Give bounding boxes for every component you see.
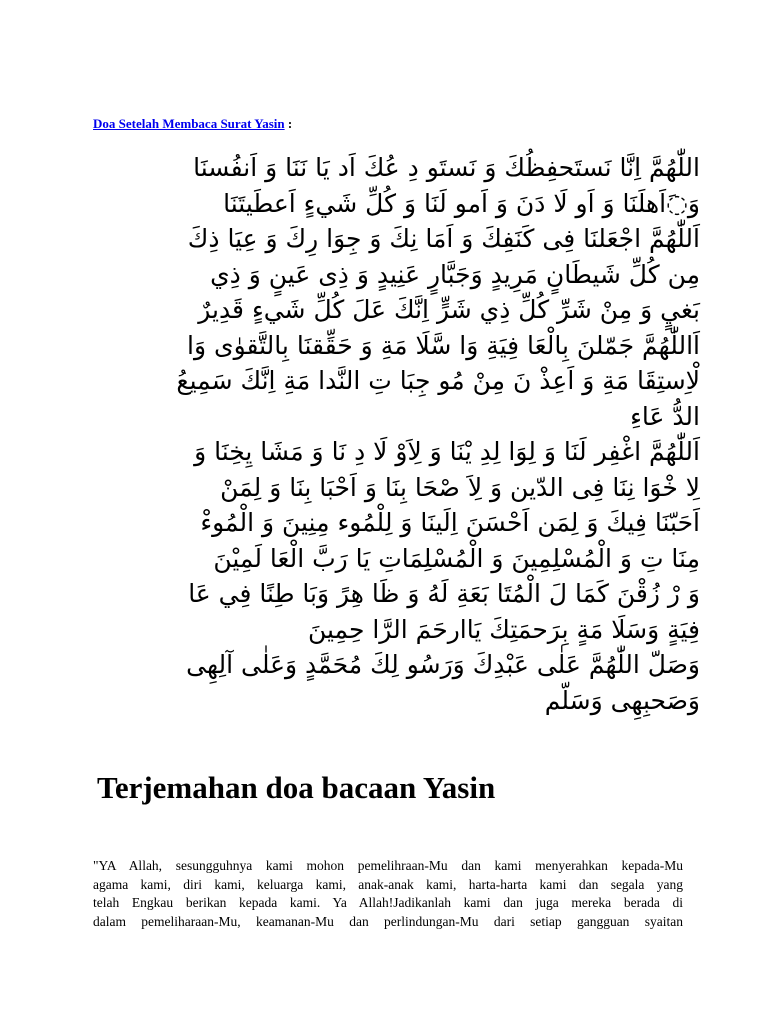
doa-heading [93, 116, 292, 132]
arabic-line: وَ◌َاَهلَنَا وَ اَو لَا دَنَ وَ اَمو لَنَا وَ كُلِّ شَيءٍ اَعطَيتَنَا [223, 188, 700, 218]
arabic-line: بَغيٍ وَ مِنْ شَرِّ كُلِّ ذِي شَرٍّ اِنَّكَ عَلَ كُلِّ شَيءٍ قَدِيرٌ [198, 295, 700, 324]
arabic-line: مِن كُلِّ شَيطَانٍ مَرِيدٍ وَجَبَّارٍ عَنِيدٍ وَ ذِى عَينٍ وَ ذِي [210, 259, 700, 289]
translation-paragraph [93, 857, 683, 931]
heading-colon: : [284, 116, 293, 131]
arabic-line: اَللّٰهُمَّ اجْعَلنَا فِى كَنَفِكَ وَ اَمَا نِكَ وَ جِوَا رِكَ وَ عِيَا ذِكَ [187, 224, 700, 253]
arabic-line: اللّٰهُمَّ اِنَّا نَستَحفِظُكَ وَ نَستَو دِ عُكَ اَد يَا نَنَا وَ اَنفُسنَا [193, 153, 700, 182]
translation-line: agama kami, diri kami, keluarga kami, anak-anak kami, harta-harta kami dan segala yang [93, 876, 683, 892]
arabic-line: وَصَلّ اللّٰهُمَّ عَلٰى عَبْدِكَ وَرَسُو لِكَ مُحَمَّدٍ وَعَلٰى آلِهِى [186, 650, 700, 679]
arabic-line: وَصَحبِهِى وَسَلّم [544, 685, 700, 715]
arabic-line: مِنَا تِ وَ الْمُسْلِمِينَ وَ الْمُسْلِمَاتِ يَا رَبَّ الْعَا لَمِيْنَ [213, 543, 700, 573]
arabic-line: الدُّ عَاءِ [630, 401, 700, 431]
arabic-doa-text [90, 150, 700, 718]
arabic-line: لْاِستِقَا مَةِ وَ اَعِذْ نَ مِنْ مُو جِبَا تِ النَّدا مَةِ اِنَّكَ سَمِيعُ [176, 366, 700, 395]
arabic-line: اَاللّٰهُمَّ جَمّلنَ بِالْعَا فِيَةِ وَا سَّلَا مَةِ وَ حَقِّقنَا بِالتَّقوٰى وَا [187, 330, 700, 360]
section-title: Terjemahan doa bacaan Yasin [97, 770, 496, 805]
arabic-line: اَللّٰهُمَّ اغْفِر لَنَا وَ لِوَا لِدِ يْنَا وَ لِاَوْ لَا دِ نَا وَ مَشَا يِخِنَا وَ [194, 437, 700, 466]
translation-line: "YA Allah, sesungguhnya kami mohon pemelihraan-Mu dan kami menyerahkan kepada-Mu [93, 858, 683, 873]
arabic-line: فِيَةٍ وَسَلَا مَةٍ بِرَحمَتِكَ يَاارحَمَ الرَّا حِمِينَ [307, 614, 700, 644]
translation-line: dalam pemeliharaan-Mu, keamanan-Mu dan perlindungan-Mu dari setiap gangguan syaitan [93, 913, 683, 929]
arabic-line: اَحَبّنَا فِيكَ وَ لِمَن اَحْسَنَ اِلَينَا وَ لِلْمُوء مِنِينَ وَ الْمُوءْ [200, 508, 700, 537]
arabic-line: وَ رْ زُقْنَ كَمَا لَ الْمُتَا بَعَةِ لَهُ وَ ظَا هِرً وَبَا طِنًا فِي عَا [188, 579, 700, 608]
doa-title-link[interactable]: Doa Setelah Membaca Surat Yasin [93, 116, 285, 131]
arabic-line: لِا خْوَا نِنَا فِى الدّين وَ لِاَ صْحَا بِنَا وَ اَحْبَا بِنَا وَ لِمَنْ [220, 472, 700, 502]
translation-line: telah Engkau berikan kepada kami. Ya Allah!Jadikanlah kami dan juga mereka berada di [93, 895, 683, 910]
